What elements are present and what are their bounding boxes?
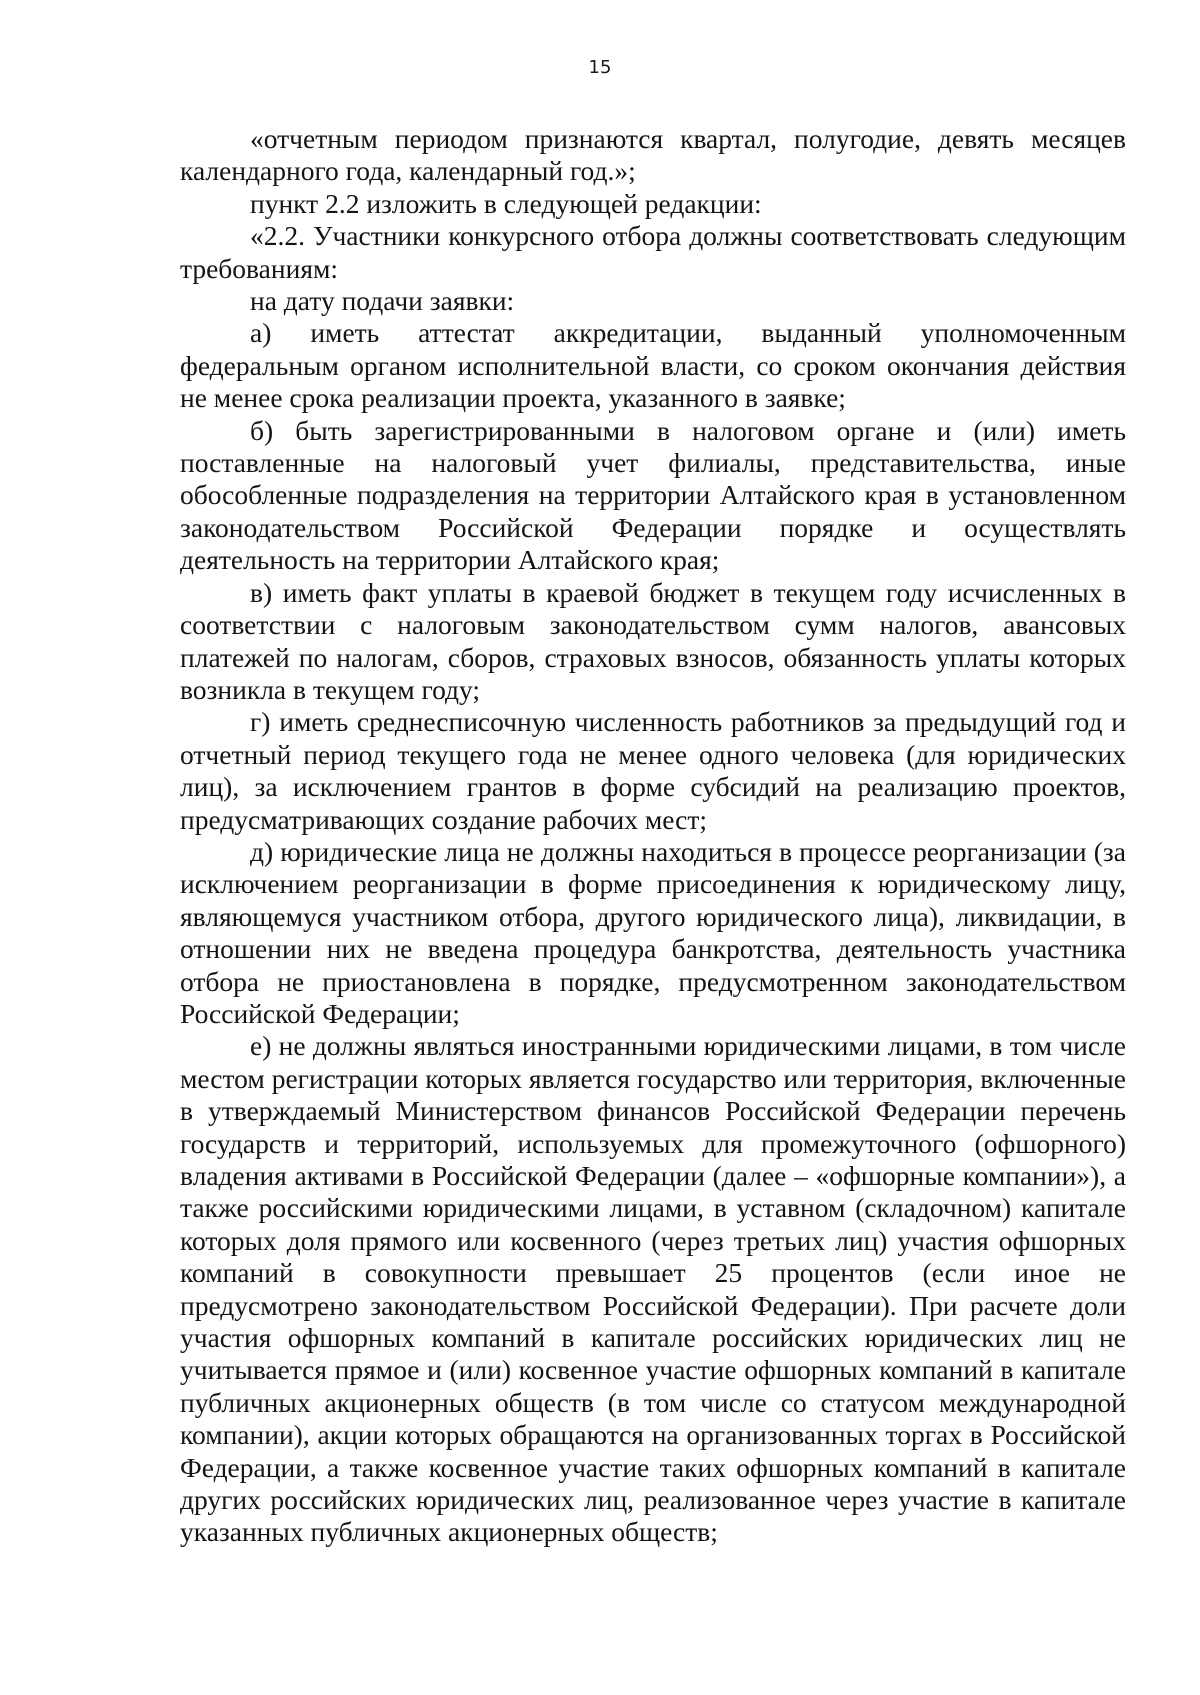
paragraph-clause-2-2: «2.2. Участники конкурсного отбора должны соответствовать следующим требованиям: (180, 220, 1126, 284)
document-body (180, 123, 1126, 1549)
paragraph-amendment-intro: пункт 2.2 изложить в следующей редакции: (250, 187, 762, 219)
paragraph-application-date: на дату подачи заявки: (250, 285, 515, 317)
paragraph-item-d: д) юридические лица не должны находиться в процессе реорганизации (за исключением реорганизации в форме присоединения к юридическому лицу, являющемуся участником отбора, другого юридического лица), ликвидации, в отношении них не введена процедура банкротства, деятельность участника отбора не приостановлена в порядке, предусмотренном законодательством Российской Федерации; (180, 835, 1126, 1029)
page-number: 15 (588, 57, 612, 78)
paragraph-item-a: а) иметь аттестат аккредитации, выданный уполномоченным федеральным органом исполнительной власти, со сроком окончания действия не менее срока реализации проекта, указанного в заявке; (180, 317, 1126, 414)
paragraph-item-g: г) иметь среднесписочную численность работников за предыдущий год и отчетный период текущего года не менее одного человека (для юридических лиц), за исключением грантов в форме субсидий на реализацию проектов, предусматривающих создание рабочих мест; (180, 706, 1126, 835)
paragraph-item-e: е) не должны являться иностранными юридическими лицами, в том числе местом регистрации которых является государство или территория, включенные в утверждаемый Министерством финансов Российской Федерации перечень государств и территорий, используемых для промежуточного (офшорного) владения активами в Российской Федерации (далее – «офшорные компании»), а также российскими юридическими лицами, в уставном (складочном) капитале которых доля прямого или косвенного (через третьих лиц) участия офшорных компаний в совокупности превышает 25 процентов (если иное не предусмотрено законодательством Российской Федерации). При расчете доли участия офшорных компаний в капитале российских юридических лиц не учитывается прямое и (или) косвенное участие офшорных компаний в капитале публичных акционерных обществ (в том числе со статусом международной компании), акции которых обращаются на организованных торгах в Российской Федерации, а также косвенное участие таких офшорных компаний в капитале других российских юридических лиц, реализованное через участие в капитале указанных публичных акционерных обществ; (180, 1030, 1126, 1548)
paragraph-item-v: в) иметь факт уплаты в краевой бюджет в текущем году исчисленных в соответствии с налоговым законодательством сумм налогов, авансовых платежей по налогам, сборов, страховых взносов, обязанность уплаты которых возникла в текущем году; (180, 576, 1126, 705)
paragraph-reporting-period: «отчетным периодом признаются квартал, полугодие, девять месяцев календарного года, календарный год.»; (180, 123, 1126, 187)
paragraph-item-b: б) быть зарегистрированными в налоговом органе и (или) иметь поставленные на налоговый учет филиалы, представительства, иные обособленные подразделения на территории Алтайского края в установленном законодательством Российской Федерации порядке и осуществлять деятельность на территории Алтайского края; (180, 414, 1126, 576)
